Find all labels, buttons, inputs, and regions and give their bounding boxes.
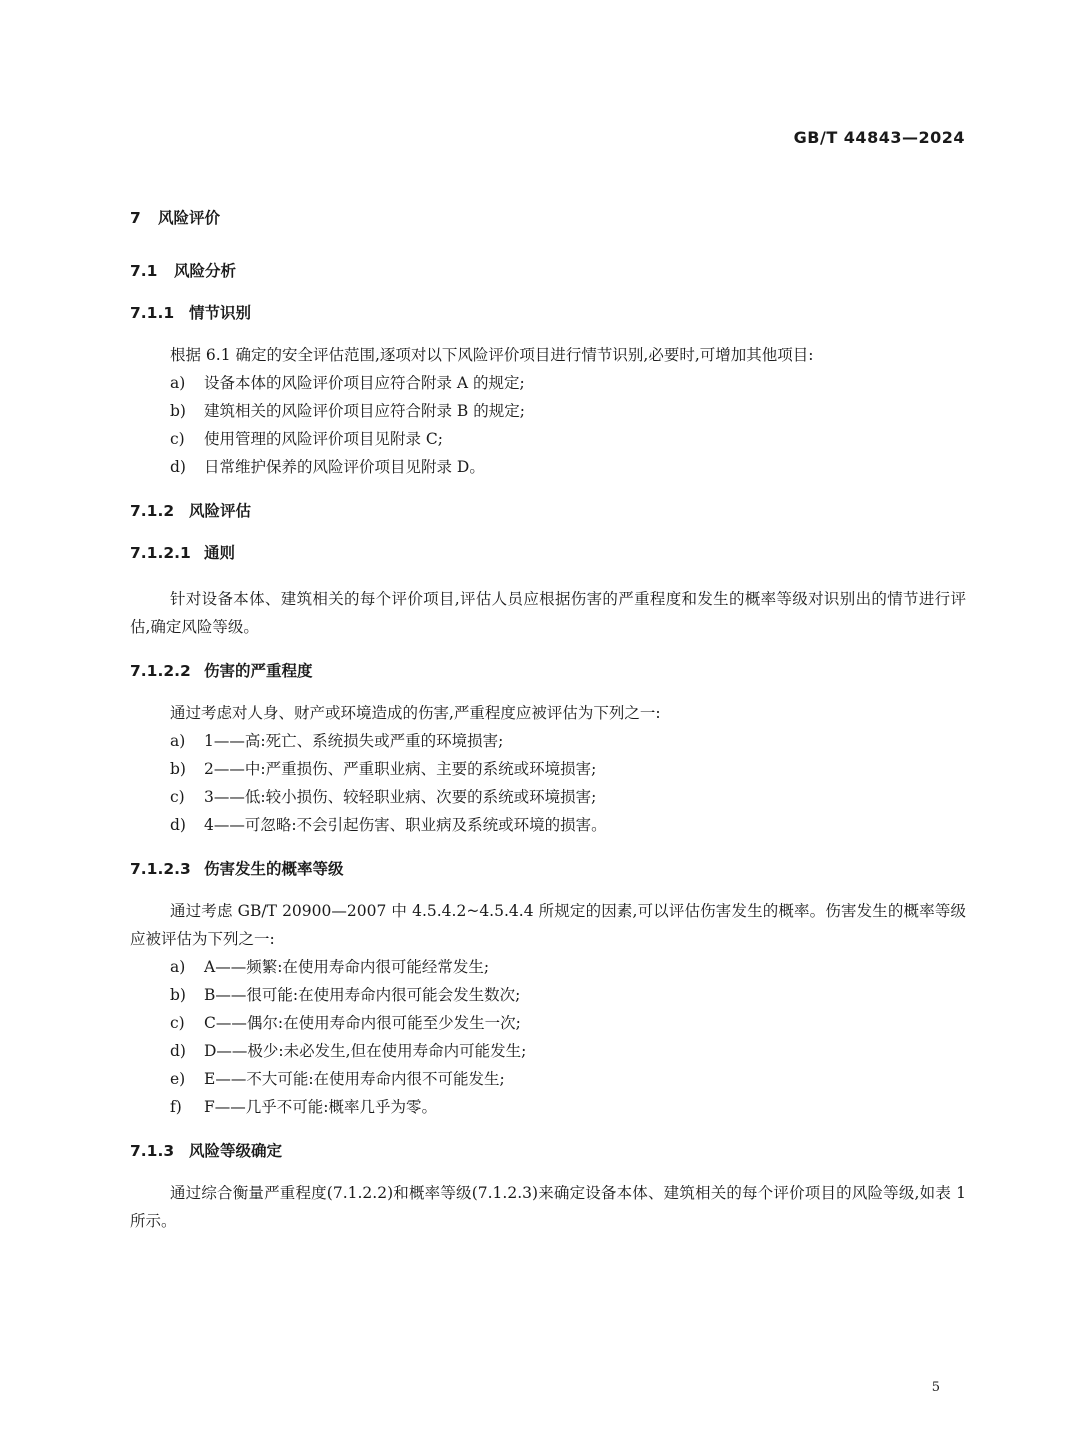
section-number: 7 bbox=[130, 209, 141, 227]
section-7-1-3-paragraph: 通过综合衡量严重程度(7.1.2.2)和概率等级(7.1.2.3)来确定设备本体、建筑相关的每个评价项目的风险等级,如表 1 所示。 bbox=[130, 1184, 966, 1230]
list-item bbox=[130, 369, 966, 397]
list-item bbox=[130, 953, 966, 981]
list-label: b) bbox=[170, 986, 186, 1004]
list-label: c) bbox=[170, 788, 185, 806]
section-7-1-3-heading bbox=[130, 1139, 966, 1163]
list-label: b) bbox=[170, 402, 186, 420]
list-text: D——极少:未必发生,但在使用寿命内可能发生; bbox=[204, 1042, 527, 1060]
list-item bbox=[130, 453, 966, 481]
list-item bbox=[130, 1065, 966, 1093]
list-label: a) bbox=[170, 732, 186, 750]
list-label: d) bbox=[170, 1042, 186, 1060]
list-item bbox=[130, 727, 966, 755]
section-number: 7.1.2.2 bbox=[130, 662, 191, 680]
list-text: 3——低:较小损伤、较轻职业病、次要的系统或环境损害; bbox=[204, 788, 597, 806]
list-item bbox=[130, 425, 966, 453]
section-7-1-1-heading bbox=[130, 301, 966, 325]
list-item bbox=[130, 1093, 966, 1121]
section-title: 风险等级确定 bbox=[189, 1142, 283, 1160]
list-item bbox=[130, 397, 966, 425]
list-label: e) bbox=[170, 1070, 186, 1088]
list-text: 日常维护保养的风险评价项目见附录 D。 bbox=[204, 458, 485, 476]
section-7-1-1-list bbox=[130, 369, 966, 481]
list-text: 2——中:严重损伤、严重职业病、主要的系统或环境损害; bbox=[204, 760, 597, 778]
section-title: 伤害发生的概率等级 bbox=[204, 860, 344, 878]
document-body bbox=[130, 200, 966, 1235]
section-title: 风险分析 bbox=[174, 262, 237, 280]
section-7-1-2-2-heading bbox=[130, 659, 966, 683]
list-item bbox=[130, 1009, 966, 1037]
section-title: 通则 bbox=[204, 544, 236, 562]
section-title: 风险评估 bbox=[189, 502, 252, 520]
list-text: 1——高:死亡、系统损失或严重的环境损害; bbox=[204, 732, 504, 750]
list-label: f) bbox=[170, 1098, 182, 1116]
list-text: F——几乎不可能:概率几乎为零。 bbox=[204, 1098, 437, 1116]
section-title: 风险评价 bbox=[158, 209, 221, 227]
section-number: 7.1.2.1 bbox=[130, 544, 191, 562]
list-text: A——频繁:在使用寿命内很可能经常发生; bbox=[204, 958, 490, 976]
section-number: 7.1.3 bbox=[130, 1142, 175, 1160]
list-text: 设备本体的风险评价项目应符合附录 A 的规定; bbox=[204, 374, 525, 392]
list-text: 4——可忽略:不会引起伤害、职业病及系统或环境的损害。 bbox=[204, 816, 607, 834]
section-7-1-2-2-intro: 通过考虑对人身、财产或环境造成的伤害,严重程度应被评估为下列之一: bbox=[170, 704, 661, 722]
section-7-1-2-3-intro: 通过考虑 GB/T 20900—2007 中 4.5.4.2~4.5.4.4 所规定的因素,可以评估伤害发生的概率。伤害发生的概率等级应被评估为下列之一: bbox=[130, 902, 966, 948]
list-label: d) bbox=[170, 816, 186, 834]
list-text: C——偶尔:在使用寿命内很可能至少发生一次; bbox=[204, 1014, 521, 1032]
section-title: 伤害的严重程度 bbox=[204, 662, 313, 680]
severity-list bbox=[130, 727, 966, 839]
section-7-1-2-1-heading bbox=[130, 541, 966, 565]
probability-list bbox=[130, 953, 966, 1121]
list-text: 使用管理的风险评价项目见附录 C; bbox=[204, 430, 444, 448]
list-label: c) bbox=[170, 1014, 185, 1032]
section-number: 7.1 bbox=[130, 262, 158, 280]
list-text: B——很可能:在使用寿命内很可能会发生数次; bbox=[204, 986, 521, 1004]
section-title: 情节识别 bbox=[189, 304, 252, 322]
standard-code: GB/T 44843—2024 bbox=[793, 128, 965, 147]
list-text: 建筑相关的风险评价项目应符合附录 B 的规定; bbox=[204, 402, 525, 420]
list-item bbox=[130, 783, 966, 811]
list-text: E——不大可能:在使用寿命内很不可能发生; bbox=[204, 1070, 505, 1088]
section-number: 7.1.2.3 bbox=[130, 860, 191, 878]
list-item bbox=[130, 755, 966, 783]
section-7-heading bbox=[130, 206, 966, 230]
section-7-1-2-3-heading bbox=[130, 857, 966, 881]
section-7-1-2-heading bbox=[130, 499, 966, 523]
page-number: 5 bbox=[931, 1380, 940, 1395]
list-label: b) bbox=[170, 760, 186, 778]
section-7-1-1-intro: 根据 6.1 确定的安全评估范围,逐项对以下风险评价项目进行情节识别,必要时,可增加其他项目: bbox=[170, 346, 814, 364]
section-7-1-2-1-paragraph: 针对设备本体、建筑相关的每个评价项目,评估人员应根据伤害的严重程度和发生的概率等级对识别出的情节进行评估,确定风险等级。 bbox=[130, 590, 966, 636]
list-label: d) bbox=[170, 458, 186, 476]
list-item bbox=[130, 811, 966, 839]
list-label: a) bbox=[170, 958, 186, 976]
list-label: a) bbox=[170, 374, 186, 392]
section-7-1-heading bbox=[130, 259, 966, 283]
list-item bbox=[130, 1037, 966, 1065]
list-item bbox=[130, 981, 966, 1009]
section-number: 7.1.2 bbox=[130, 502, 175, 520]
list-label: c) bbox=[170, 430, 185, 448]
section-number: 7.1.1 bbox=[130, 304, 175, 322]
